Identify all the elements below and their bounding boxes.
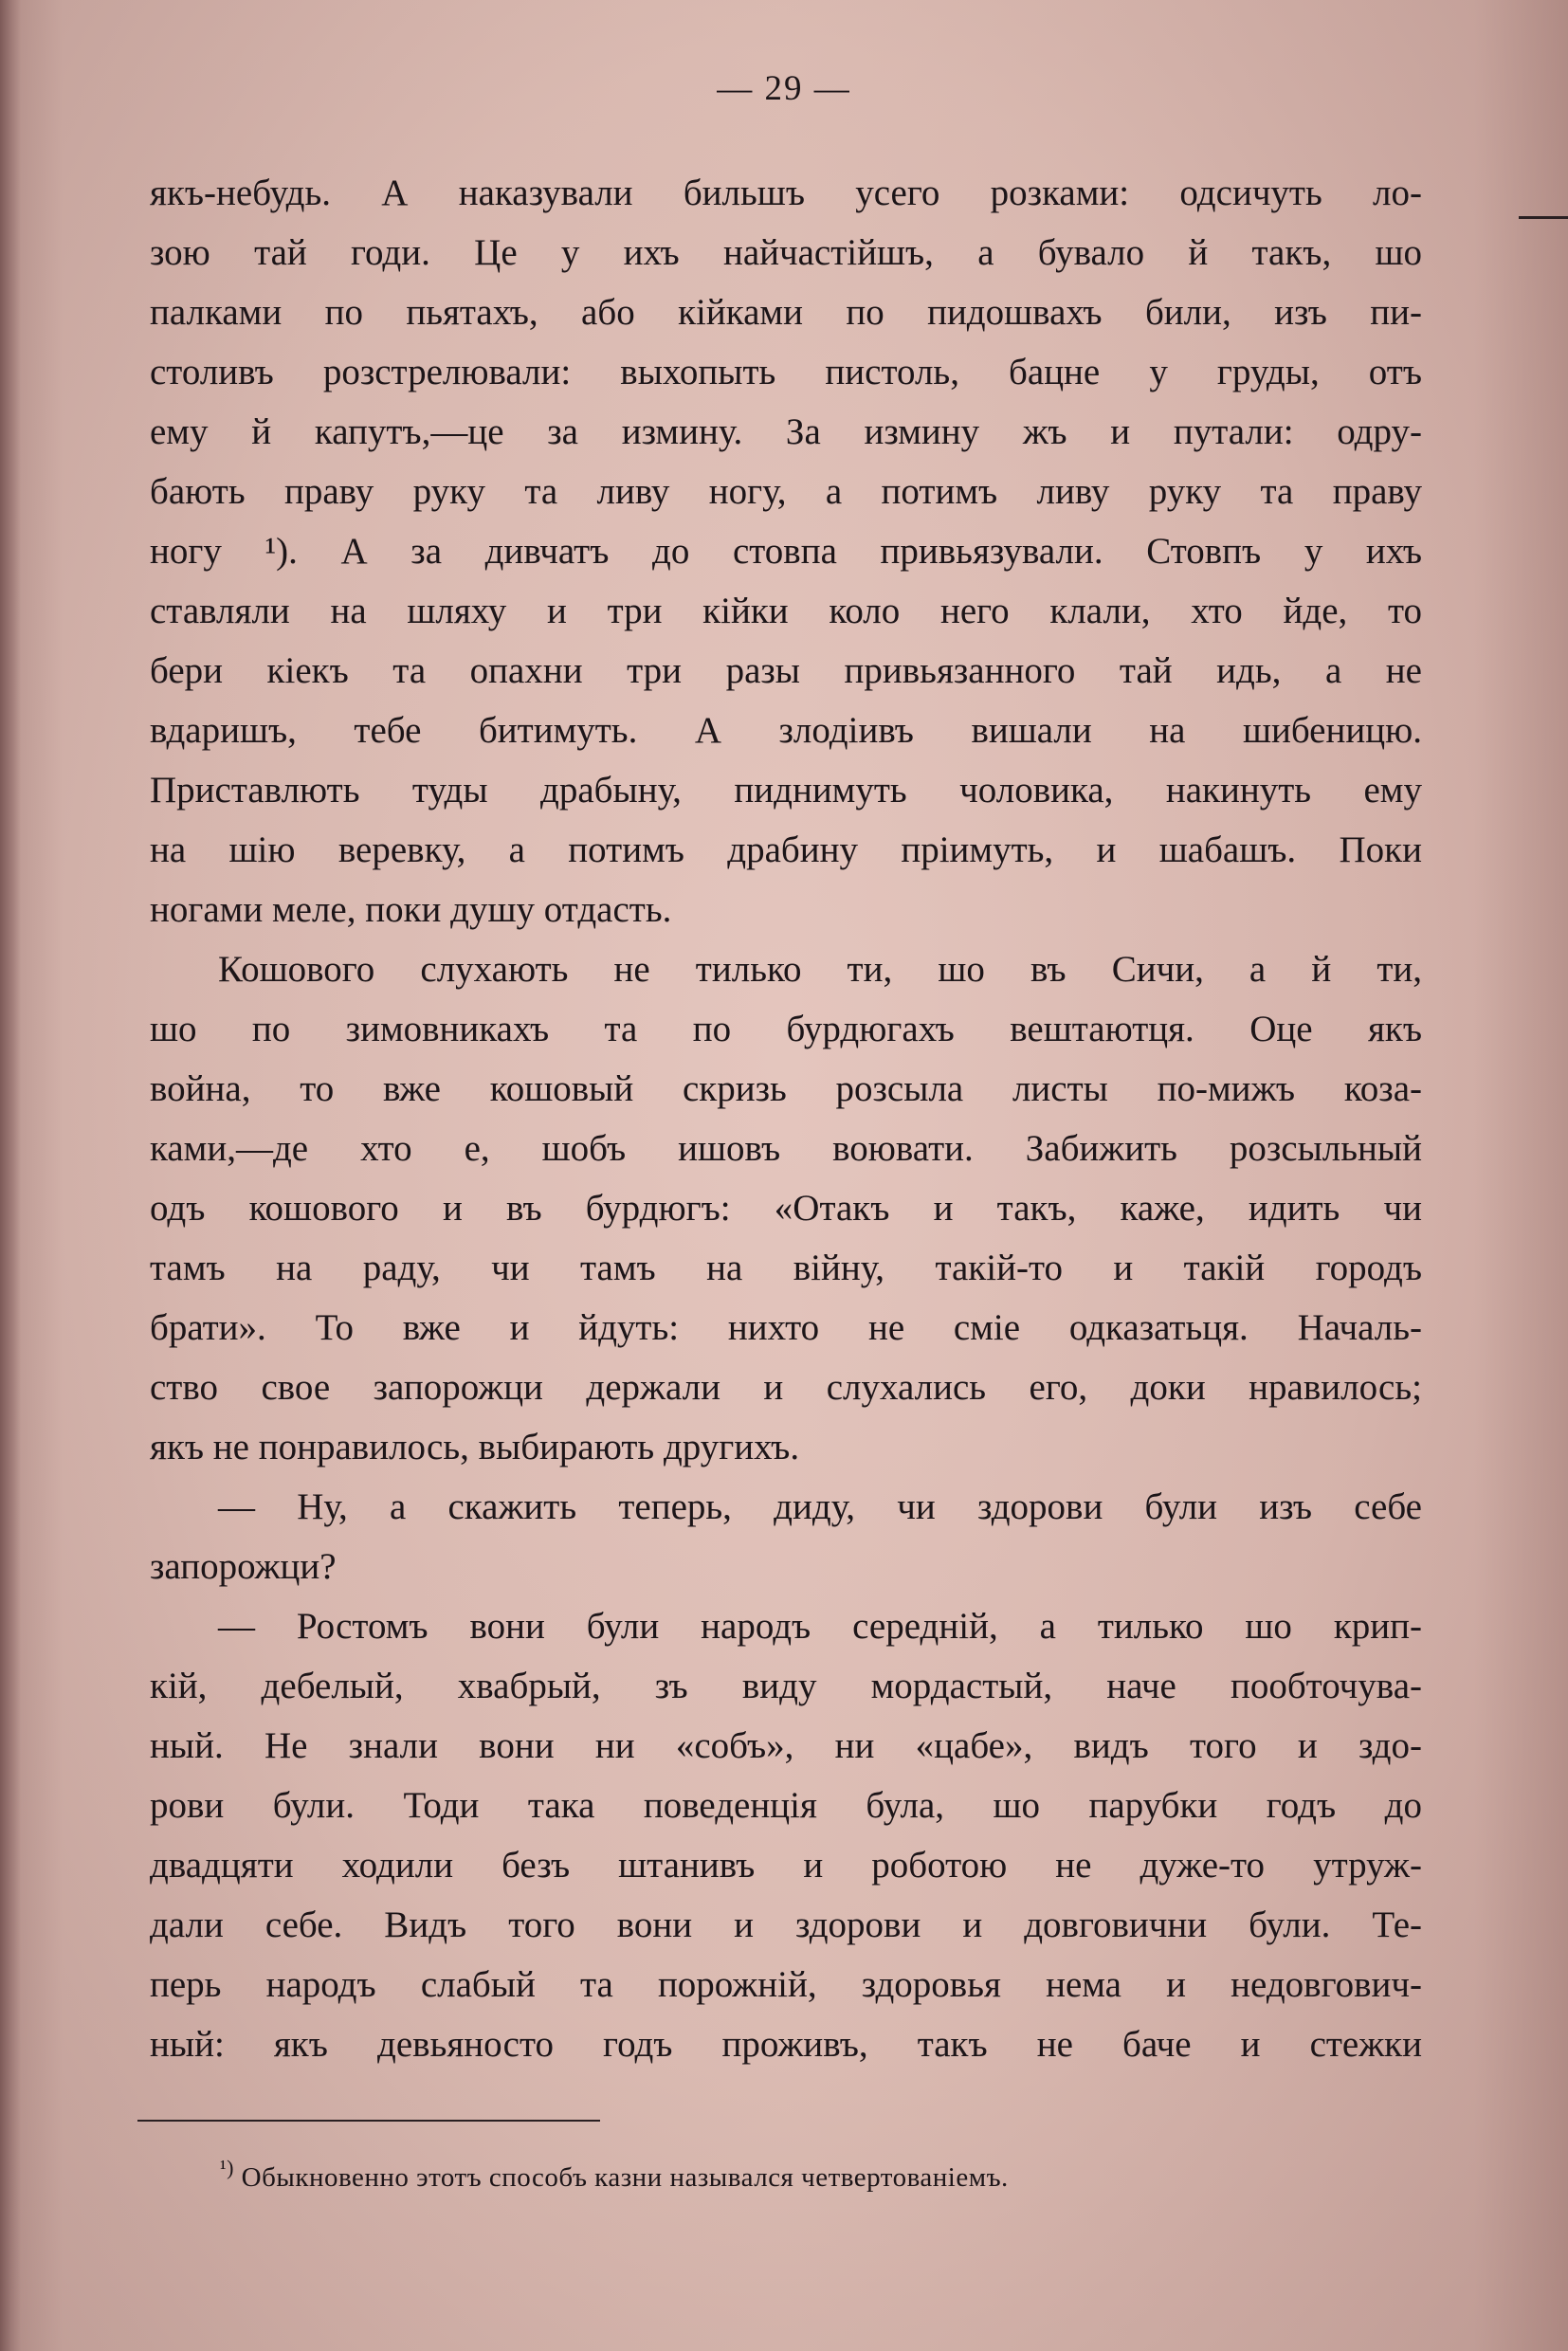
text-line: — Ну, а скажить теперь, диду, чи здорови були изъ себе xyxy=(218,1486,1422,1527)
text-line: вдаришъ, тебе битимуть. А злодіивъ вишали на шибеницю. xyxy=(150,710,1422,751)
text-line: одъ кошового и въ бурдюгъ: «Отакъ и такъ, каже, идить чи xyxy=(150,1188,1422,1229)
text-line: тамъ на раду, чи тамъ на війну, такій-то и такій городъ xyxy=(150,1248,1422,1288)
page-binding-edge xyxy=(0,0,21,2351)
main-text xyxy=(150,163,1422,2074)
text-line: на шію веревку, а потимъ драбину пріимуть, и шабашъ. Поки xyxy=(150,829,1422,870)
text-line: ство свое запорожци держали и слухались его, доки нравилось; xyxy=(150,1367,1422,1408)
text-line: запорожци? xyxy=(150,1546,337,1587)
footnote-marker: ¹) xyxy=(220,2156,234,2179)
text-line: война, то вже кошовый скризь розсыла листы по-мижъ коза- xyxy=(150,1068,1422,1109)
text-line: столивъ розстрелювали: выхопыть пистоль, бацне у груды, отъ xyxy=(150,352,1422,392)
text-line: Приставлють туды драбыну, пиднимуть чоловика, накинуть ему xyxy=(150,770,1422,811)
text-line: ный: якъ девьяносто годъ проживъ, такъ не баче и стежки xyxy=(150,2024,1422,2065)
text-line: двадцяти ходили безъ штанивъ и роботою не дуже-то утруж- xyxy=(150,1845,1422,1886)
text-line: палками по пьятахъ, або кійками по пидошвахъ били, изъ пи- xyxy=(150,292,1422,333)
page-number: — 29 — xyxy=(717,69,851,108)
text-line: якъ-нeбудь. А наказували бильшъ усего розками: одсичуть ло- xyxy=(150,173,1422,213)
text-line: Кошового слухають не тилько ти, шо въ Сичи, а й ти, xyxy=(218,949,1422,990)
text-line: ками,—де хто е, шобъ ишовъ воювати. Забижить розсыльный xyxy=(150,1128,1422,1169)
text-line: шо по зимовникахъ та по бурдюгахъ вештаютця. Оце якъ xyxy=(150,1009,1422,1049)
text-line: ногами меле, поки душу отдасть. xyxy=(150,889,672,930)
text-line: ставляли на шляху и три кійки коло него клали, хто йде, то xyxy=(150,591,1422,631)
text-line: брати». То вже и йдуть: нихто не сміе одказатьця. Началь- xyxy=(150,1307,1422,1348)
text-line: ногу ¹). А за дивчатъ до стовпа привьязували. Стовпъ у ихъ xyxy=(150,531,1422,572)
text-line: бають праву руку та ливу ногу, а потимъ ливу руку та праву xyxy=(150,471,1422,512)
footnote-text: Обыкновенно этотъ способъ казни назывался четвертованіемъ. xyxy=(241,2162,1009,2193)
footnote-divider xyxy=(137,2120,600,2122)
text-line: бери кіекъ та опахни три разы привьязанного тай идь, а не xyxy=(150,650,1422,691)
footnote xyxy=(220,2156,1009,2194)
margin-mark xyxy=(1519,216,1568,219)
text-line: ему й капутъ,—це за измину. За измину жъ и путали: одру- xyxy=(150,411,1422,452)
text-line: ный. Не знали вони ни «собъ», ни «цабе», видъ того и здо- xyxy=(150,1725,1422,1766)
text-line: перь народъ слабый та порожній, здоровья нема и недовгович- xyxy=(150,1964,1422,2005)
text-line: рови були. Тоди така поведенція була, шо парубки годъ до xyxy=(150,1785,1422,1826)
text-line: якъ не понравилось, выбирають другихъ. xyxy=(150,1427,800,1467)
text-line: — Ростомъ вони були народъ середній, а тилько шо крип- xyxy=(218,1606,1422,1647)
text-line: кій, дебелый, хвабрый, зъ виду мордастый, наче пообточува- xyxy=(150,1666,1422,1706)
text-line: зою тай годи. Це у ихъ найчастійшъ, а бувало й такъ, шо xyxy=(150,232,1422,273)
text-line: дали себе. Видъ того вони и здорови и довговични були. Те- xyxy=(150,1904,1422,1945)
